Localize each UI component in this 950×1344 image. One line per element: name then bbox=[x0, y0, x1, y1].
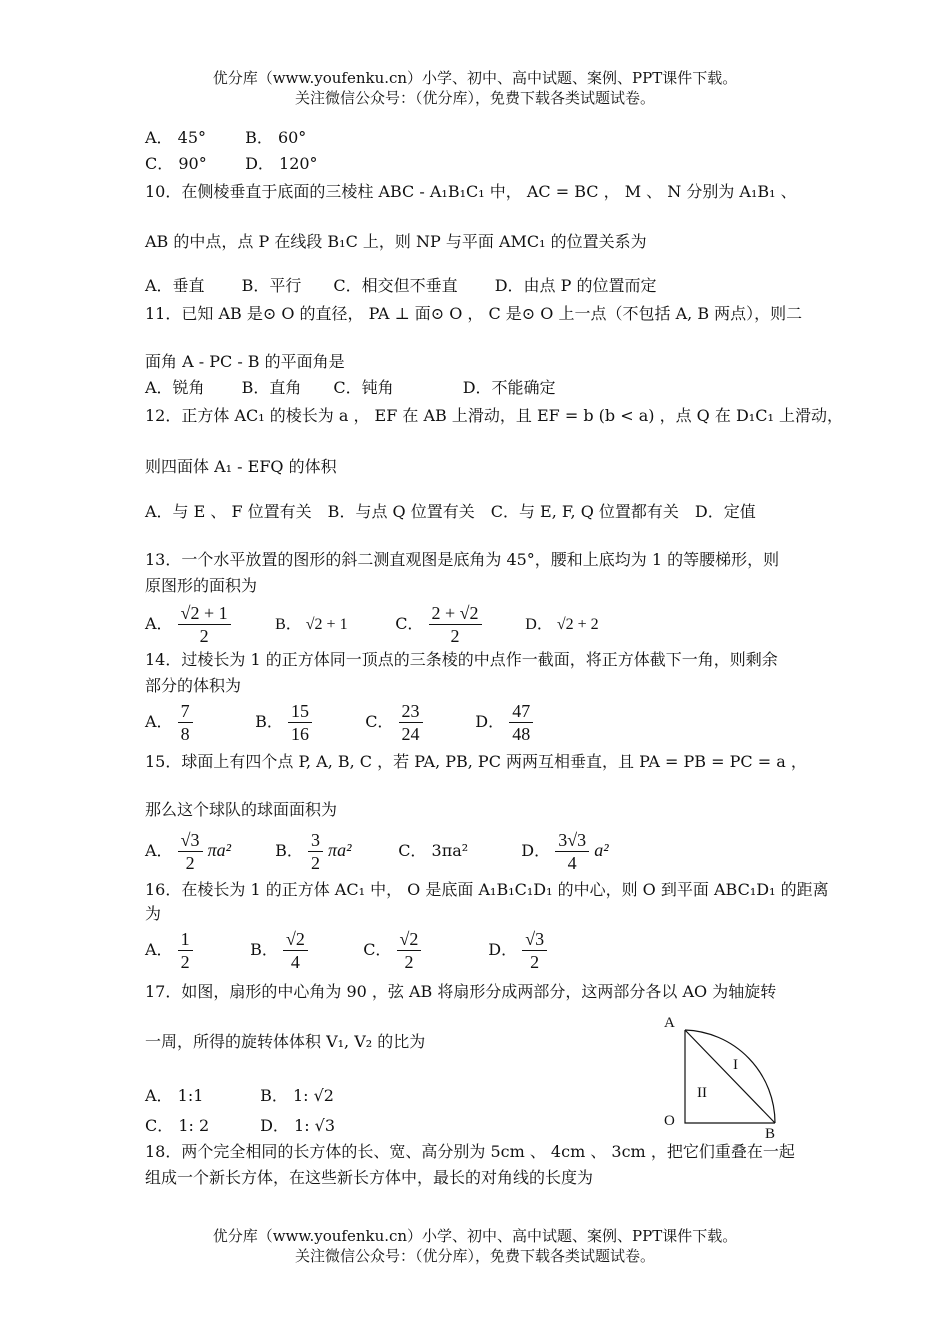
q16-option-b-fraction bbox=[283, 928, 308, 973]
q13-option-a-den: 2 bbox=[199, 626, 209, 646]
q14-option-a-den: 8 bbox=[180, 724, 190, 744]
q14-option-d bbox=[475, 700, 533, 745]
q14-option-c bbox=[365, 700, 470, 745]
q17-stem-1: 17．如图，扇形的中心角为 90 ，弦 AB 将扇形分成两部分，这两部分各以 AO 为轴旋转 bbox=[145, 982, 777, 1001]
q14-option-b bbox=[255, 700, 360, 745]
q18-stem-2: 组成一个新长方体，在这些新长方体中，最长的对角线的长度为 bbox=[145, 1168, 594, 1187]
q9-option-c: C． 90° bbox=[145, 154, 207, 173]
q15-option-a-label: A． bbox=[145, 841, 173, 860]
q17-option-c: C． 1: 2 bbox=[145, 1116, 210, 1135]
q16-option-a-den: 2 bbox=[180, 952, 190, 972]
q14-option-a-num: 7 bbox=[178, 700, 193, 723]
q16-option-a-fraction bbox=[178, 928, 193, 973]
q15-option-c: C． 3πa² bbox=[398, 841, 469, 860]
q14-option-b-den: 16 bbox=[290, 724, 309, 744]
q16-option-c-den: 2 bbox=[404, 952, 414, 972]
q13-option-a bbox=[145, 602, 270, 647]
q15-option-a-den: 2 bbox=[185, 853, 195, 873]
q18-stem-1: 18．两个完全相同的长方体的长、宽、高分别为 5cm 、 4cm 、 3cm ，把它们重叠在一起 bbox=[145, 1142, 795, 1161]
q13-stem-1: 13．一个水平放置的图形的斜二测直观图是底角为 45°，腰和上底均为 1 的等腰梯形，则 bbox=[145, 550, 780, 569]
header-line-2: 关注微信公众号：（优分库），免费下载各类试题试卷。 bbox=[294, 89, 655, 107]
q17-option-b: B． 1: √2 bbox=[260, 1086, 334, 1105]
label-region-ii: II bbox=[697, 1085, 707, 1101]
q13-option-c-label: C． bbox=[395, 614, 424, 633]
q16-option-b-label: B． bbox=[250, 940, 278, 959]
q14-option-b-fraction bbox=[288, 700, 312, 745]
q15-option-b bbox=[275, 826, 393, 875]
q10-options: A．垂直 B．平行 C．相交但不垂直 D．由点 P 的位置而定 bbox=[145, 276, 657, 295]
q15-option-b-fraction bbox=[308, 829, 323, 874]
q14-options bbox=[145, 700, 533, 745]
q16-option-b-den: 4 bbox=[290, 952, 300, 972]
q13-option-a-label: A． bbox=[145, 614, 173, 633]
q13-option-c-den: 2 bbox=[450, 626, 460, 646]
q17-option-d: D． 1: √3 bbox=[260, 1116, 336, 1135]
q16-option-c-fraction bbox=[397, 928, 422, 973]
q9-row-2 bbox=[145, 152, 318, 176]
q9-option-d: D． 120° bbox=[245, 154, 318, 173]
q14-option-c-label: C． bbox=[365, 712, 394, 731]
q14-option-a bbox=[145, 700, 250, 745]
q14-stem-2: 部分的体积为 bbox=[145, 676, 242, 695]
q14-option-d-fraction bbox=[509, 700, 533, 745]
q15-stem-2: 那么这个球队的球面面积为 bbox=[145, 800, 338, 819]
q15-option-d-tail: a² bbox=[594, 840, 609, 860]
q12-stem-2: 则四面体 A₁ - EFQ 的体积 bbox=[145, 457, 337, 476]
q16-option-c-label: C． bbox=[363, 940, 392, 959]
q10-stem-1: 10．在侧棱垂直于底面的三棱柱 ABC - A₁B₁C₁ 中， AC = BC ， M 、 N 分别为 A₁B₁ 、 bbox=[145, 182, 797, 201]
q9-option-b: B． 60° bbox=[245, 128, 307, 147]
sector-figure bbox=[660, 1015, 790, 1145]
q15-option-d-label: D． bbox=[521, 841, 551, 860]
q15-option-b-num: 3 bbox=[308, 829, 323, 852]
q17-option-a: A． 1:1 bbox=[145, 1086, 204, 1105]
q14-option-b-label: B． bbox=[255, 712, 283, 731]
q14-option-c-den: 24 bbox=[401, 724, 420, 744]
q17-row-2 bbox=[145, 1114, 335, 1138]
footer-line-2: 关注微信公众号：（优分库），免费下载各类试题试卷。 bbox=[294, 1247, 655, 1265]
q14-option-a-label: A． bbox=[145, 712, 173, 731]
q15-option-d bbox=[521, 826, 608, 875]
q15-options bbox=[145, 826, 609, 875]
q10-stem-2: AB 的中点，点 P 在线段 B₁C 上，则 NP 与平面 AMC₁ 的位置关系为 bbox=[145, 232, 647, 251]
q16-stem-1: 16．在棱长为 1 的正方体 AC₁ 中， O 是底面 A₁B₁C₁D₁ 的中心，则 O 到平面 ABC₁D₁ 的距离 bbox=[145, 880, 829, 899]
q16-option-a-label: A． bbox=[145, 940, 173, 959]
q16-option-c-num: √2 bbox=[397, 928, 422, 951]
q16-option-a bbox=[145, 926, 245, 974]
q16-option-a-num: 1 bbox=[178, 928, 193, 951]
q12-options: A．与 E 、 F 位置有关 B．与点 Q 位置有关 C．与 E, F, Q 位置都有关 D．定值 bbox=[145, 502, 756, 521]
q15-option-d-num: 3√3 bbox=[555, 829, 589, 852]
q11-options: A．锐角 B．直角 C．钝角 D．不能确定 bbox=[145, 378, 556, 397]
q14-option-d-den: 48 bbox=[512, 724, 531, 744]
q16-option-d-fraction bbox=[522, 928, 547, 973]
q13-option-b: B． √2 + 1 bbox=[275, 616, 348, 633]
label-a: A bbox=[664, 1015, 675, 1031]
q16-option-d-num: √3 bbox=[522, 928, 547, 951]
q16-options bbox=[145, 926, 547, 974]
q14-option-d-num: 47 bbox=[509, 700, 533, 723]
q13-option-c-fraction bbox=[429, 602, 482, 647]
q15-option-d-fraction bbox=[555, 829, 589, 874]
q15-option-a-num: √3 bbox=[178, 829, 203, 852]
q13-option-c bbox=[395, 602, 520, 647]
q12-stem-1: 12．正方体 AC₁ 的棱长为 a ， EF 在 AB 上滑动，且 EF = b (b < a) ，点 Q 在 D₁C₁ 上滑动， bbox=[145, 406, 843, 425]
q15-option-b-label: B． bbox=[275, 841, 303, 860]
q17-row-1 bbox=[145, 1084, 334, 1108]
label-o: O bbox=[664, 1113, 675, 1129]
q15-option-b-tail: πa² bbox=[328, 840, 352, 860]
footer-line-1: 优分库（www.youfenku.cn）小学、初中、高中试题、案例、PPT课件下载。 bbox=[212, 1227, 738, 1245]
q13-option-d: D． √2 + 2 bbox=[525, 616, 599, 633]
q14-option-b-num: 15 bbox=[288, 700, 312, 723]
q13-option-a-num: √2 + 1 bbox=[178, 602, 231, 625]
q16-option-b bbox=[250, 926, 358, 974]
q16-option-d-den: 2 bbox=[530, 952, 540, 972]
q13-option-c-num: 2 + √2 bbox=[429, 602, 482, 625]
q11-stem-2: 面角 A - PC - B 的平面角是 bbox=[145, 352, 345, 371]
q9-option-a: A． 45° bbox=[145, 128, 207, 147]
q16-option-b-num: √2 bbox=[283, 928, 308, 951]
header-line-1: 优分库（www.youfenku.cn）小学、初中、高中试题、案例、PPT课件下载。 bbox=[212, 69, 738, 87]
q15-stem-1: 15．球面上有四个点 P, A, B, C ，若 PA, PB, PC 两两互相垂直，且 PA = PB = PC = a ， bbox=[145, 752, 807, 771]
q16-option-c bbox=[363, 926, 483, 974]
q13-options bbox=[145, 602, 599, 647]
q14-option-a-fraction bbox=[178, 700, 193, 745]
q16-option-d bbox=[488, 926, 547, 974]
q15-option-a-fraction bbox=[178, 829, 203, 874]
q17-stem-2: 一周，所得的旋转体体积 V₁, V₂ 的比为 bbox=[145, 1032, 426, 1051]
q16-stem-2: 为 bbox=[145, 904, 162, 923]
q14-stem-1: 14．过棱长为 1 的正方体同一顶点的三条棱的中点作一截面，将正方体截下一角，则剩余 bbox=[145, 650, 778, 669]
q11-stem-1: 11．已知 AB 是⊙ O 的直径， PA ⊥ 面⊙ O ， C 是⊙ O 上一点（不包括 A, B 两点），则二 bbox=[145, 304, 803, 323]
q9-row-1 bbox=[145, 126, 306, 150]
q15-option-b-den: 2 bbox=[310, 853, 320, 873]
q14-option-c-num: 23 bbox=[399, 700, 423, 723]
q15-option-a bbox=[145, 826, 270, 875]
q13-stem-2: 原图形的面积为 bbox=[145, 576, 258, 595]
label-b: B bbox=[765, 1126, 776, 1142]
q16-option-d-label: D． bbox=[488, 940, 518, 959]
q13-option-a-fraction bbox=[178, 602, 231, 647]
q15-option-d-den: 4 bbox=[567, 853, 577, 873]
label-region-i: I bbox=[733, 1057, 738, 1073]
q14-option-c-fraction bbox=[399, 700, 423, 745]
q15-option-a-tail: πa² bbox=[207, 840, 232, 860]
q14-option-d-label: D． bbox=[475, 712, 505, 731]
